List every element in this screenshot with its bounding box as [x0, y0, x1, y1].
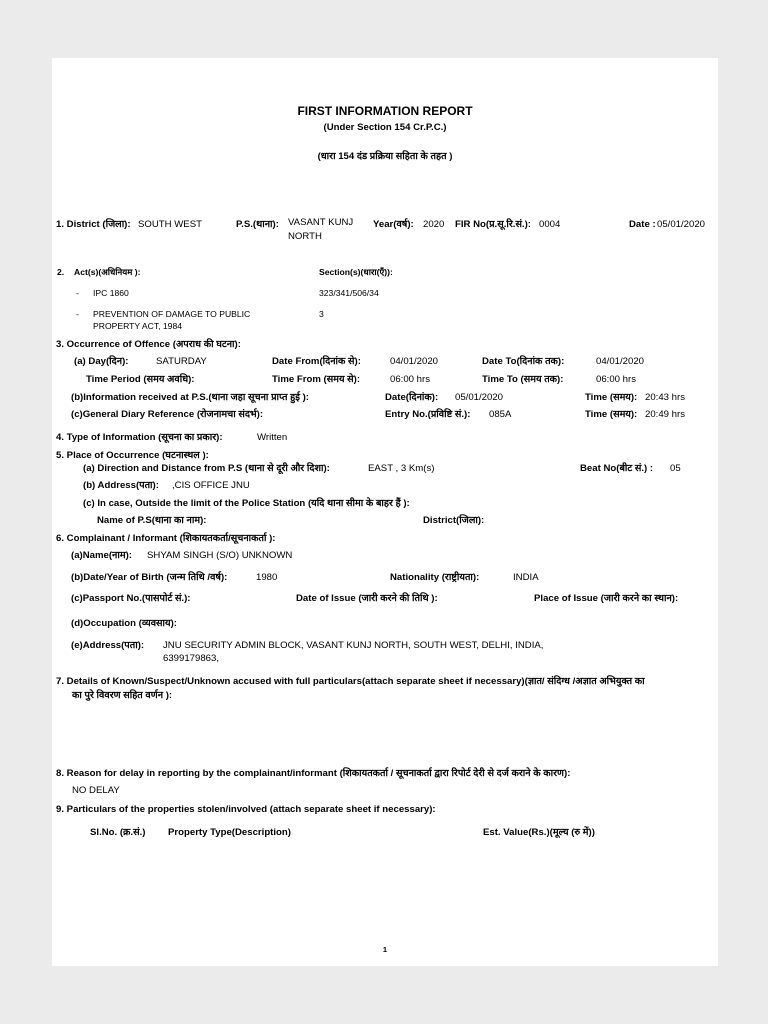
complainant-name-label: (a)Name(नाम): [71, 550, 132, 561]
year-value: 2020 [423, 219, 445, 230]
ps-value: VASANT KUNJ [288, 217, 354, 228]
beat-no-value: 05 [670, 463, 681, 474]
day-label: (a) Day(दिन): [74, 356, 129, 367]
district-value: SOUTH WEST [138, 219, 202, 230]
info-date-label: Date(दिनांक): [385, 392, 439, 403]
info-type-label: 4. Type of Information (सूचना का प्रकार): [56, 432, 223, 443]
dob-value: 1980 [256, 572, 278, 583]
col-property-type: Property Type(Description) [168, 827, 291, 838]
passport-label: (c)Passport No.(पासपोर्ट सं.): [71, 593, 191, 604]
time-from-label: Time From (समय से): [272, 374, 361, 385]
nationality-label: Nationality (राष्ट्रीयता): [390, 572, 480, 583]
act-row-sections: 323/341/506/34 [319, 288, 379, 298]
gd-reference-label: (c)General Diary Reference (रोजनामचा संदर्भ): [71, 409, 264, 420]
outside-limit-label: (c) In case, Outside the limit of the Police Station (यदि थाना सीमा के बाहर हैं ): [83, 498, 410, 509]
info-type-value: Written [257, 432, 288, 443]
complainant-address-value-line2: 6399179863, [163, 653, 220, 664]
info-date-value: 05/01/2020 [455, 392, 504, 403]
accused-details-label-line2: का पुरे विवरण सहित वर्णन ): [72, 690, 173, 701]
info-time-label: Time (समय): [585, 392, 638, 403]
delay-reason-value: NO DELAY [72, 785, 120, 796]
place-address-label: (b) Address(पता): [83, 480, 159, 491]
fir-no-value: 0004 [539, 219, 561, 230]
time-period-label: Time Period (समय अवधि): [86, 374, 195, 385]
col-est-value: Est. Value(Rs.)(मूल्य (रु में)) [483, 827, 595, 838]
info-received-label: (b)Information received at P.S.(थाना जहा सूचना प्राप्त हुई ): [71, 392, 309, 403]
page-subtitle: (Under Section 154 Cr.P.C.) [323, 122, 447, 133]
date-to-value: 04/01/2020 [596, 356, 645, 367]
acts-label: Act(s)(अधिनियम ): [74, 267, 141, 277]
sections-label: Section(s)(धारा(एँ)): [319, 267, 393, 277]
ps-value-line2: NORTH [288, 231, 322, 242]
complainant-name-value: SHYAM SINGH (S/O) UNKNOWN [147, 550, 293, 561]
section-5-heading: 5. Place of Occurrence (घटनास्थल ): [56, 450, 209, 461]
gd-time-label: Time (समय): [585, 409, 638, 420]
ps-label: P.S.(थाना): [236, 219, 279, 230]
dob-label: (b)Date/Year of Birth (जन्म तिथि /वर्ष): [71, 572, 228, 583]
page-title: FIRST INFORMATION REPORT [297, 104, 473, 118]
direction-label: (a) Direction and Distance from P.S (थाना से दूरी और दिशा): [83, 463, 330, 474]
year-label: Year(वर्ष): [373, 219, 414, 230]
entry-no-label: Entry No.(प्रविष्टि सं.): [385, 409, 471, 420]
time-to-value: 06:00 hrs [596, 374, 637, 385]
col-sl-no: Sl.No. (क्र.सं.) [90, 827, 146, 838]
time-to-label: Time To (समय तक): [482, 374, 564, 385]
date-to-label: Date To(दिनांक तक): [482, 356, 565, 367]
fir-page [52, 58, 718, 966]
gd-time-value: 20:49 hrs [645, 409, 686, 420]
occupation-label: (d)Occupation (व्यवसाय): [71, 618, 177, 629]
complainant-address-value: JNU SECURITY ADMIN BLOCK, VASANT KUNJ NORTH, SOUTH WEST, DELHI, INDIA, [163, 640, 544, 651]
page-subtitle-hindi: (धारा 154 दंड प्रक्रिया सहिता के तहत ) [317, 151, 453, 162]
fir-no-label: FIR No(प्र.सू.रि.सं.): [455, 219, 531, 230]
beat-no-label: Beat No(बीट सं.) : [580, 463, 654, 474]
act-row-dash: - [76, 288, 79, 298]
page-number: 1 [382, 945, 388, 954]
day-value: SATURDAY [156, 356, 207, 367]
outside-district-label: District(जिला): [423, 515, 485, 526]
nationality-value: INDIA [513, 572, 539, 583]
entry-no-value: 085A [489, 409, 512, 420]
ps-name-label: Name of P.S(थाना का नाम): [97, 515, 207, 526]
act-row-sections: 3 [319, 309, 324, 319]
place-of-issue-label: Place of Issue (जारी करने का स्थान): [534, 593, 679, 604]
properties-label: 9. Particulars of the properties stolen/involved (attach separate sheet if necessary): [56, 804, 436, 815]
info-time-value: 20:43 hrs [645, 392, 686, 403]
date-from-value: 04/01/2020 [390, 356, 439, 367]
delay-reason-label: 8. Reason for delay in reporting by the complainant/informant (शिकायतकर्ता / सूचनाकर्ता द्वारा रिपोर्ट देरी से दर्ज कराने के कारण): [56, 768, 571, 779]
section-2-number: 2. [57, 267, 65, 277]
date-from-label: Date From(दिनांक से): [272, 356, 361, 367]
section-3-heading: 3. Occurrence of Offence (अपराध की घटना): [56, 339, 241, 350]
act-row-name: IPC 1860 [93, 288, 129, 298]
act-row-dash: - [76, 309, 79, 319]
time-from-value: 06:00 hrs [390, 374, 431, 385]
date-of-issue-label: Date of Issue (जारी करने की तिथि ): [296, 593, 438, 604]
date-label: Date : [629, 219, 656, 230]
act-row-name: PREVENTION OF DAMAGE TO PUBLIC [93, 309, 251, 319]
district-label: 1. District (जिला): [56, 219, 131, 230]
place-address-value: ,CIS OFFICE JNU [172, 480, 250, 491]
direction-value: EAST , 3 Km(s) [368, 463, 435, 474]
section-6-heading: 6. Complainant / Informant (शिकायतकर्ता/सूचनाकर्ता ): [56, 533, 276, 544]
act-row-name-line2: PROPERTY ACT, 1984 [93, 321, 183, 331]
complainant-address-label: (e)Address(पता): [71, 640, 145, 651]
accused-details-label: 7. Details of Known/Suspect/Unknown accused with full particulars(attach separate sheet if necessary)(ज्ञात/ संदिग्ध /अज्ञात अभियुक्त का [56, 676, 645, 687]
date-value: 05/01/2020 [657, 219, 706, 230]
